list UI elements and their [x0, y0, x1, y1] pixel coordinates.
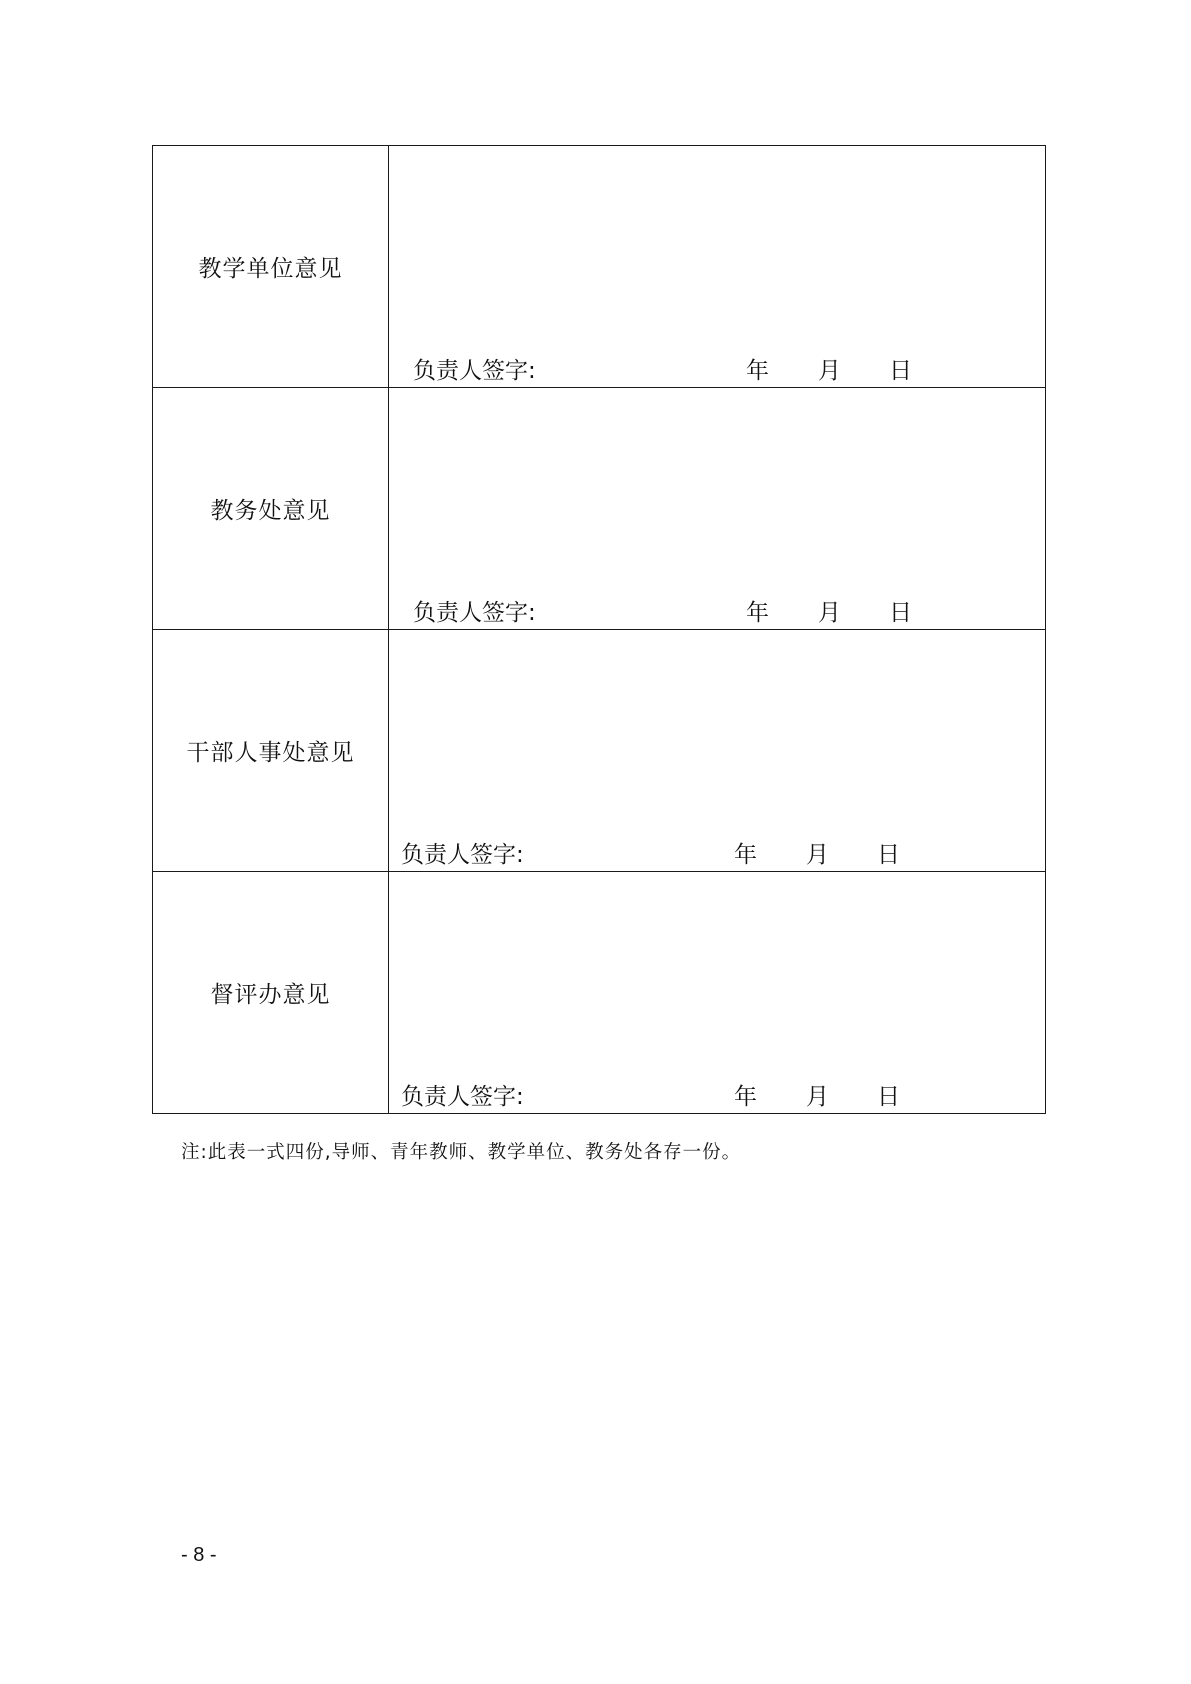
- signature-line: [401, 1078, 900, 1111]
- row-label: 督评办意见: [153, 872, 389, 1114]
- month-label: 月: [818, 358, 841, 384]
- signature-label: 负责人签字:: [401, 1084, 524, 1110]
- page-number: - 8 -: [181, 1544, 217, 1566]
- row-label: 干部人事处意见: [153, 630, 389, 872]
- year-label: 年: [734, 842, 757, 868]
- opinion-table: [152, 145, 1046, 1114]
- month-label: 月: [806, 842, 829, 868]
- table-row: [153, 388, 1046, 630]
- year-label: 年: [746, 600, 769, 626]
- table-row: [153, 146, 1046, 388]
- month-label: 月: [806, 1084, 829, 1110]
- month-label: 月: [818, 600, 841, 626]
- signature-label: 负责人签字:: [413, 600, 536, 626]
- signature-label: 负责人签字:: [413, 358, 536, 384]
- signature-line: [413, 594, 912, 627]
- day-label: 日: [889, 600, 912, 626]
- day-label: 日: [877, 1084, 900, 1110]
- table-note: 注:此表一式四份,导师、青年教师、教学单位、教务处各存一份。: [181, 1142, 742, 1163]
- day-label: 日: [877, 842, 900, 868]
- year-label: 年: [746, 358, 769, 384]
- row-label: 教务处意见: [153, 388, 389, 630]
- signature-line: [401, 836, 900, 869]
- opinion-area[interactable]: [389, 388, 1046, 630]
- table-row: [153, 872, 1046, 1114]
- day-label: 日: [889, 358, 912, 384]
- year-label: 年: [734, 1084, 757, 1110]
- opinion-area[interactable]: [389, 630, 1046, 872]
- opinion-area[interactable]: [389, 872, 1046, 1114]
- opinion-area[interactable]: [389, 146, 1046, 388]
- signature-line: [413, 352, 912, 385]
- row-label: 教学单位意见: [153, 146, 389, 388]
- signature-label: 负责人签字:: [401, 842, 524, 868]
- table-row: [153, 630, 1046, 872]
